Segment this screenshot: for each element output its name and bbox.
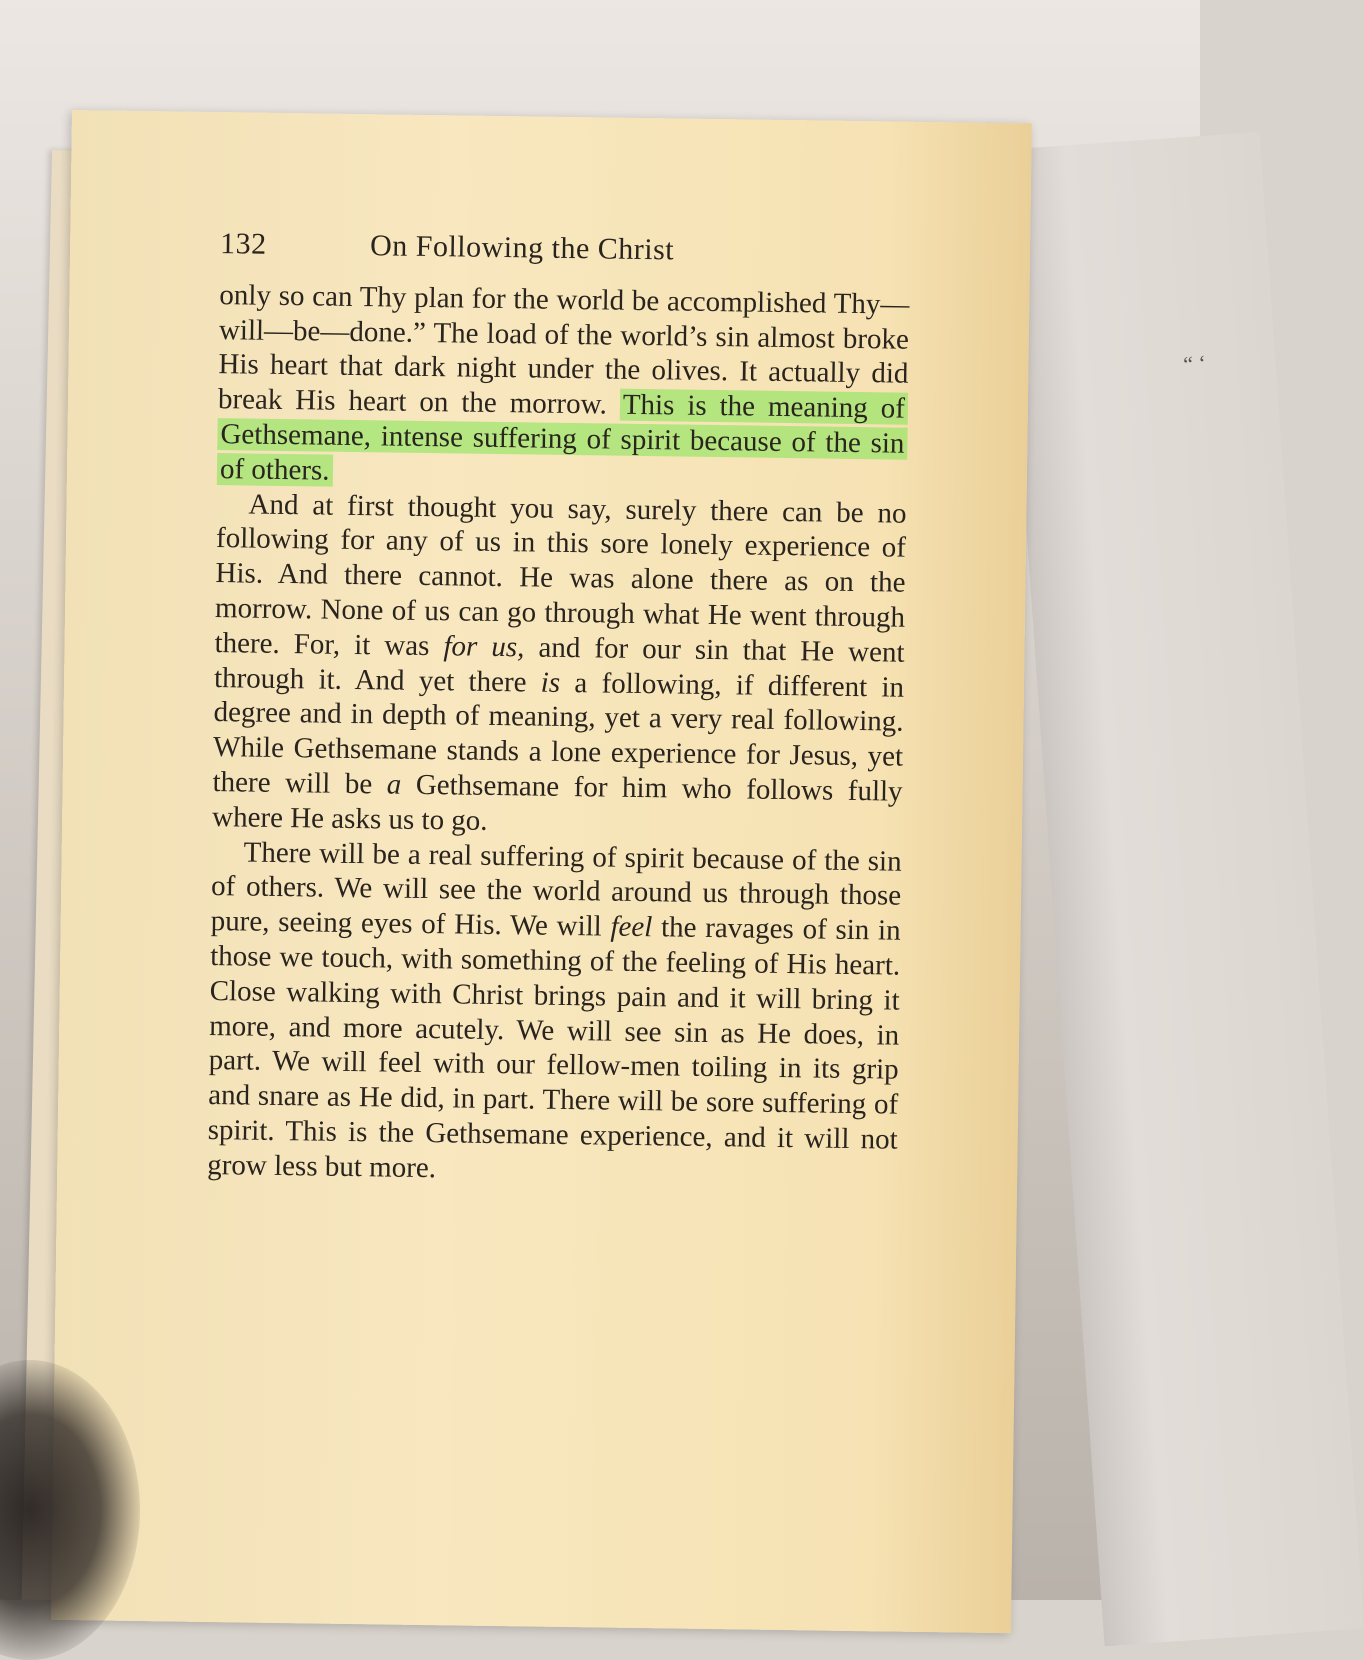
paragraph-3 — [207, 835, 902, 1193]
paragraph-1-text: only so can Thy plan for the world be accomplished Thy—will—be—done.” The load of the world’s sin almost broke His heart that dark night under the olives. It actually did break His heart on the morrow. — [217, 278, 910, 421]
running-title: On Following the Christ — [369, 229, 675, 267]
book-page — [51, 110, 1032, 1633]
page-header — [220, 227, 910, 271]
page-content — [207, 227, 910, 1192]
paragraph-2-emphasis-2: is — [540, 666, 561, 699]
paragraph-2-text-d: Gethsemane for him who follows fully where He asks us to go. — [211, 768, 903, 837]
paragraph-1 — [217, 278, 910, 496]
facing-page-quote-mark: “ ‘ — [1182, 350, 1207, 377]
page-number: 132 — [219, 227, 267, 261]
paragraph-2-emphasis-3: a — [386, 768, 402, 801]
paragraph-3-emphasis-1: feel — [610, 910, 653, 944]
paragraph-2-text-c: a following, if different in degree and in depth of meaning, yet a very real following. While Gethsemane stands a lone experience for Jesus, yet there will be — [212, 666, 905, 801]
paragraph-2 — [212, 487, 907, 845]
paragraph-2-text-b: and for our sin that He went through it. And yet there — [213, 631, 905, 699]
paragraph-2-emphasis-1: for us, — [443, 630, 525, 664]
paragraph-2-text-a: And at first thought you say, surely there can be no following for any of us in this sore lonely experience of His. And there cannot. He was alone there as on the morrow. None of us can go through what He went through there. For, it was — [214, 488, 907, 663]
highlighted-passage: This is the meaning of Gethsemane, intense suffering of spirit because of the sin of others. — [217, 389, 908, 487]
paragraph-3-text-b: the ravages of sin in those we touch, with something of the feeling of His heart. Close walking with Christ brings pain and it will bring it more, and more acutely. We will see sin as He does, in part. We will feel with our fellow-men toiling in its grip and snare as He did, in part. There will be sore suffering of spirit. This is the Gethsemane experience, and it will not grow less but more. — [207, 911, 901, 1184]
paragraph-3-text-a: There will be a real suffering of spirit because of the sin of others. We will see the world around us through those pure, seeing eyes of His. We will — [210, 836, 902, 943]
